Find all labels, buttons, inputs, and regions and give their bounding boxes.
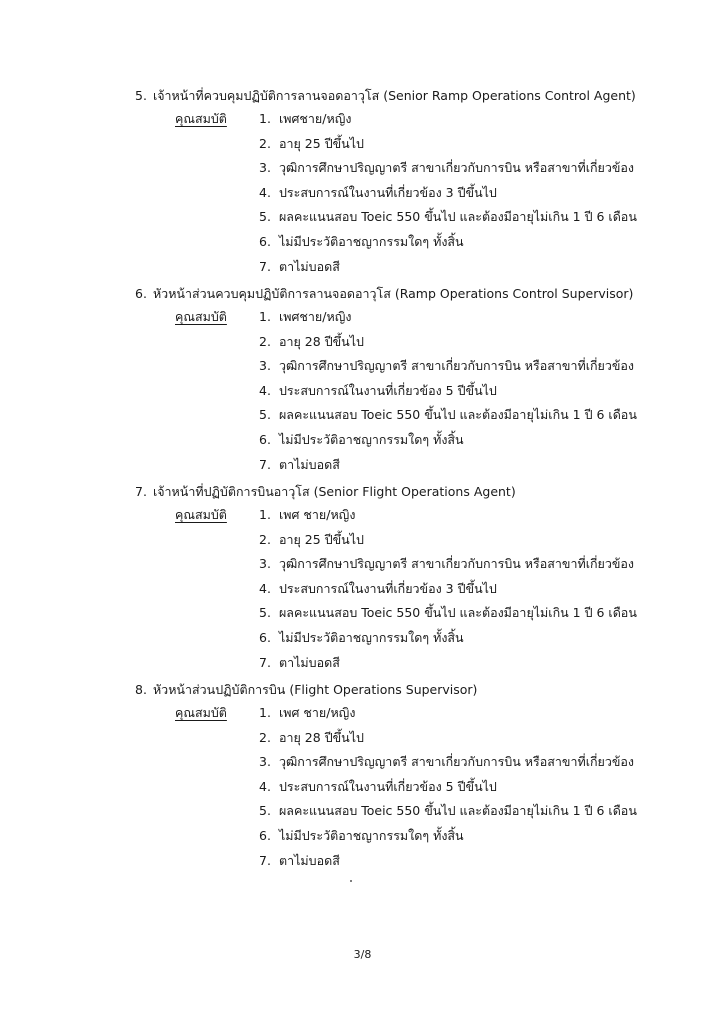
item-text: เพศ ชาย/หญิง	[278, 705, 356, 720]
qualification-list	[259, 703, 637, 875]
qualification-item	[259, 332, 637, 357]
qualification-list	[259, 505, 637, 677]
item-text: ผลคะแนนสอบ Toeic 550 ขึ้นไป และต้องมีอายุไม่เกิน 1 ปี 6 เดือน	[278, 605, 637, 621]
item-text: ไม่มีประวัติอาชญากรรมใดๆ ทั้งสิ้น	[278, 629, 464, 645]
item-number: 6.	[259, 827, 271, 843]
qualification-item	[259, 777, 637, 802]
qualification-list	[259, 109, 637, 281]
qualification-item	[259, 801, 637, 826]
item-number: 2.	[259, 531, 271, 547]
item-number: 1.	[259, 111, 271, 126]
section-number: 8.	[135, 682, 147, 697]
qualification-label: คุณสมบัติ	[175, 507, 227, 522]
qualification-item	[259, 158, 637, 183]
item-text: ตาไม่บอดสี	[278, 258, 340, 274]
qualification-item	[259, 183, 637, 208]
item-text: อายุ 25 ปีขึ้นไป	[278, 531, 364, 547]
qualification-item	[259, 134, 637, 159]
item-number: 7.	[259, 852, 271, 868]
item-number: 7.	[259, 258, 271, 274]
section-number: 6.	[135, 286, 147, 301]
qualification-item	[259, 356, 637, 381]
qualification-item	[259, 207, 637, 232]
item-text: ไม่มีประวัติอาชญากรรมใดๆ ทั้งสิ้น	[278, 827, 464, 843]
item-number: 3.	[259, 160, 271, 176]
qualification-item	[259, 826, 637, 851]
item-number: 5.	[259, 605, 271, 621]
item-text: วุฒิการศึกษาปริญญาตรี สาขาเกี่ยวกับการบิน หรือสาขาที่เกี่ยวข้อง	[278, 358, 635, 374]
qualification-item	[259, 728, 637, 753]
section-title: หัวหน้าส่วนควบคุมปฏิบัติการลานจอดอาวุโส (Ramp Operations Control Supervisor)	[152, 286, 634, 301]
item-text: ประสบการณ์ในงานที่เกี่ยวข้อง 3 ปีขึ้นไป	[278, 184, 497, 200]
item-text: อายุ 28 ปีขึ้นไป	[278, 729, 364, 745]
item-text: เพศชาย/หญิง	[278, 309, 352, 324]
section-title: เจ้าหน้าที่ควบคุมปฏิบัติการลานจอดอาวุโส (Senior Ramp Operations Control Agent)	[152, 88, 636, 103]
item-text: ไม่มีประวัติอาชญากรรมใดๆ ทั้งสิ้น	[278, 233, 464, 249]
item-number: 3.	[259, 754, 271, 770]
item-text: อายุ 25 ปีขึ้นไป	[278, 135, 364, 151]
qualification-label: คุณสมบัติ	[175, 309, 227, 324]
item-text: เพศชาย/หญิง	[278, 111, 352, 126]
item-text: ผลคะแนนสอบ Toeic 550 ขึ้นไป และต้องมีอายุไม่เกิน 1 ปี 6 เดือน	[278, 407, 637, 423]
qualification-item	[259, 579, 637, 604]
section-heading	[135, 482, 516, 502]
item-number: 2.	[259, 135, 271, 151]
section-title: หัวหน้าส่วนปฏิบัติการบิน (Flight Operations Supervisor)	[152, 682, 478, 697]
qualification-item	[259, 405, 637, 430]
item-number: 3.	[259, 358, 271, 374]
qualification-item	[259, 381, 637, 406]
qualification-item	[259, 307, 637, 332]
qualification-item	[259, 505, 637, 530]
item-number: 1.	[259, 507, 271, 522]
item-text: ประสบการณ์ในงานที่เกี่ยวข้อง 5 ปีขึ้นไป	[278, 778, 497, 794]
qualification-item	[259, 653, 637, 678]
qualification-item	[259, 455, 637, 480]
item-text: วุฒิการศึกษาปริญญาตรี สาขาเกี่ยวกับการบิน หรือสาขาที่เกี่ยวข้อง	[278, 556, 635, 572]
qualification-label: คุณสมบัติ	[175, 111, 227, 126]
item-number: 2.	[259, 729, 271, 745]
item-number: 1.	[259, 705, 271, 720]
item-number: 6.	[259, 431, 271, 447]
scan-speck	[350, 880, 352, 882]
item-number: 2.	[259, 333, 271, 349]
item-number: 7.	[259, 456, 271, 472]
item-text: ตาไม่บอดสี	[278, 456, 340, 472]
qualification-item	[259, 554, 637, 579]
section-heading	[135, 284, 633, 304]
item-number: 4.	[259, 580, 271, 596]
item-text: ตาไม่บอดสี	[278, 852, 340, 868]
qualification-item	[259, 430, 637, 455]
qualification-label: คุณสมบัติ	[175, 705, 227, 720]
item-number: 3.	[259, 556, 271, 572]
section-heading	[135, 86, 636, 106]
item-text: เพศ ชาย/หญิง	[278, 507, 356, 522]
qualification-item	[259, 851, 637, 876]
item-text: ตาไม่บอดสี	[278, 654, 340, 670]
qualification-item	[259, 530, 637, 555]
item-number: 6.	[259, 629, 271, 645]
item-number: 5.	[259, 209, 271, 225]
item-text: ประสบการณ์ในงานที่เกี่ยวข้อง 3 ปีขึ้นไป	[278, 580, 497, 596]
qualification-item	[259, 257, 637, 282]
qualification-list	[259, 307, 637, 479]
item-text: ผลคะแนนสอบ Toeic 550 ขึ้นไป และต้องมีอายุไม่เกิน 1 ปี 6 เดือน	[278, 803, 637, 819]
section-heading	[135, 680, 477, 700]
item-number: 7.	[259, 654, 271, 670]
item-number: 6.	[259, 233, 271, 249]
section-number: 5.	[135, 88, 147, 103]
item-number: 5.	[259, 803, 271, 819]
qualification-item	[259, 109, 637, 134]
item-number: 4.	[259, 778, 271, 794]
qualification-item	[259, 232, 637, 257]
qualification-item	[259, 628, 637, 653]
section-title: เจ้าหน้าที่ปฏิบัติการบินอาวุโส (Senior Flight Operations Agent)	[152, 484, 516, 499]
item-number: 5.	[259, 407, 271, 423]
item-text: ไม่มีประวัติอาชญากรรมใดๆ ทั้งสิ้น	[278, 431, 464, 447]
item-text: ผลคะแนนสอบ Toeic 550 ขึ้นไป และต้องมีอายุไม่เกิน 1 ปี 6 เดือน	[278, 209, 637, 225]
qualification-item	[259, 752, 637, 777]
item-text: วุฒิการศึกษาปริญญาตรี สาขาเกี่ยวกับการบิน หรือสาขาที่เกี่ยวข้อง	[278, 160, 635, 176]
item-number: 4.	[259, 184, 271, 200]
item-text: อายุ 28 ปีขึ้นไป	[278, 333, 364, 349]
item-number: 1.	[259, 309, 271, 324]
qualification-item	[259, 703, 637, 728]
section-number: 7.	[135, 484, 147, 499]
item-text: ประสบการณ์ในงานที่เกี่ยวข้อง 5 ปีขึ้นไป	[278, 382, 497, 398]
item-number: 4.	[259, 382, 271, 398]
qualification-item	[259, 603, 637, 628]
item-text: วุฒิการศึกษาปริญญาตรี สาขาเกี่ยวกับการบิน หรือสาขาที่เกี่ยวข้อง	[278, 754, 635, 770]
page-number: 3/8	[353, 948, 372, 961]
